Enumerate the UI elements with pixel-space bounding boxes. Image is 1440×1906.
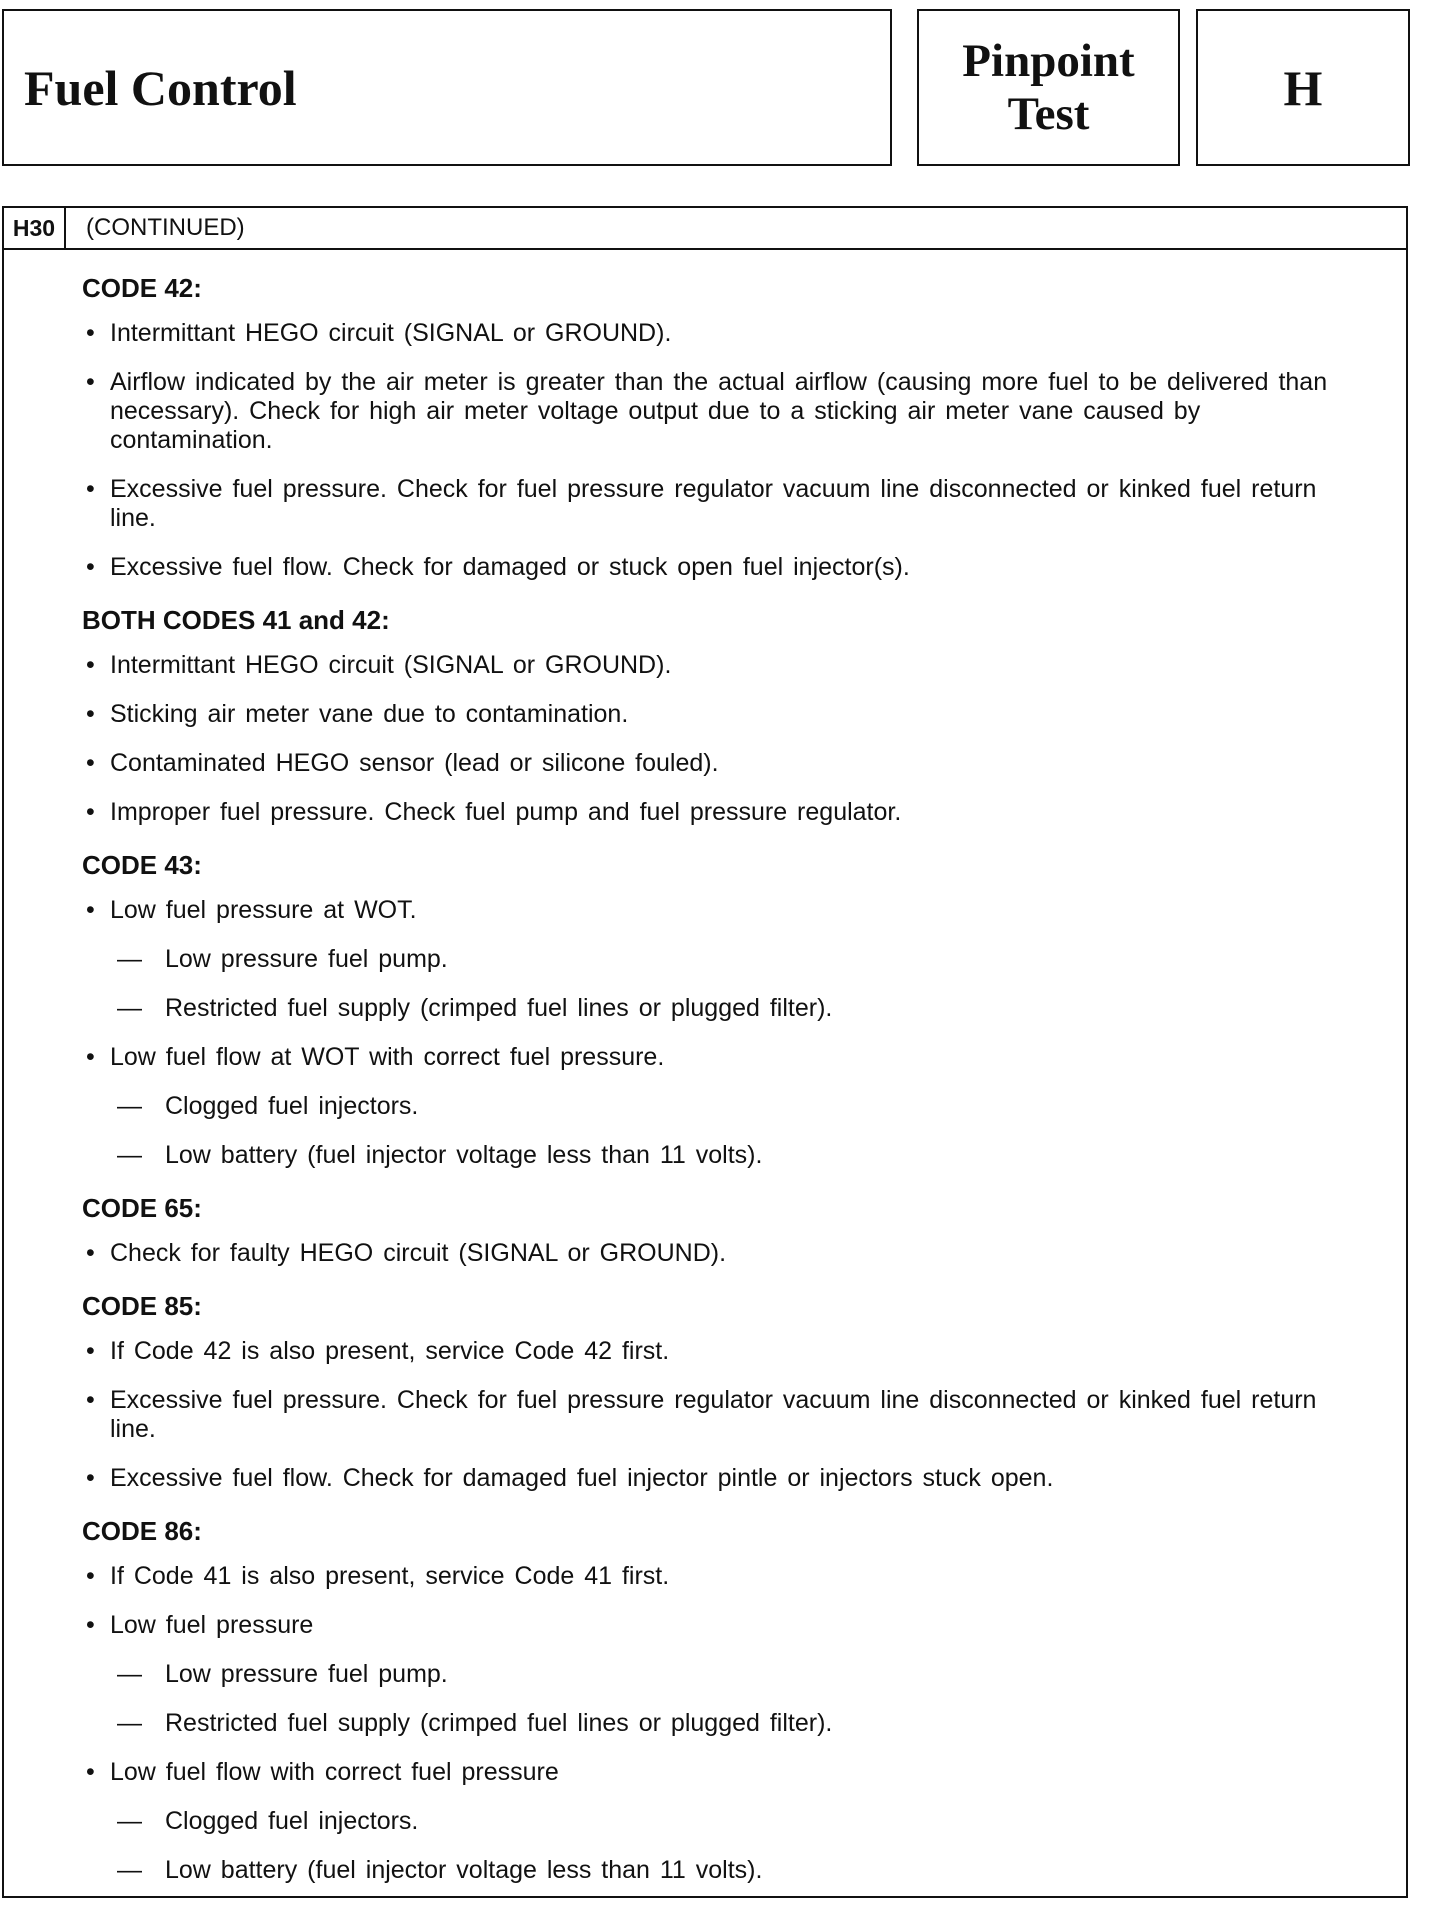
test-letter-box bbox=[1196, 9, 1410, 166]
title-box bbox=[2, 9, 892, 166]
list-item: • If Code 41 is also present, service Code 41 first. bbox=[110, 1562, 1346, 1591]
list-item: • Low fuel flow at WOT with correct fuel pressure. bbox=[110, 1043, 1346, 1072]
step-id: H30 bbox=[4, 208, 66, 248]
sub-list-item: — Low pressure fuel pump. bbox=[165, 1660, 1346, 1689]
sub-list-item: — Low battery (fuel injector voltage less than 11 volts). bbox=[165, 1141, 1346, 1170]
step-section bbox=[2, 206, 1408, 1898]
step-header bbox=[4, 208, 1406, 250]
code-65-heading: CODE 65: bbox=[82, 1193, 202, 1223]
test-letter: H bbox=[1283, 59, 1323, 116]
sub-list-item: — Low battery (fuel injector voltage less than 11 volts). bbox=[165, 1856, 1346, 1885]
list-item: • Intermittant HEGO circuit (SIGNAL or GROUND). bbox=[110, 319, 1346, 348]
list-item: • Excessive fuel pressure. Check for fuel pressure regulator vacuum line disconnected or kinked fuel return line. bbox=[110, 1386, 1346, 1444]
sub-list-item: — Restricted fuel supply (crimped fuel lines or plugged filter). bbox=[165, 994, 1346, 1023]
list-item: • Excessive fuel pressure. Check for fuel pressure regulator vacuum line disconnected or kinked fuel return line. bbox=[110, 475, 1346, 533]
sub-list-item: — Clogged fuel injectors. bbox=[165, 1092, 1346, 1121]
sub-list-item: — Low pressure fuel pump. bbox=[165, 945, 1346, 974]
test-type-line1: Pinpoint bbox=[962, 34, 1135, 87]
test-type-line2: Test bbox=[1007, 87, 1090, 140]
code-42-heading: CODE 42: bbox=[82, 273, 202, 303]
code-86-heading: CODE 86: bbox=[82, 1516, 202, 1546]
list-item: • Intermittant HEGO circuit (SIGNAL or GROUND). bbox=[110, 651, 1346, 680]
list-item: • If Code 42 is also present, service Code 42 first. bbox=[110, 1337, 1346, 1366]
list-item: • Check for faulty HEGO circuit (SIGNAL or GROUND). bbox=[110, 1239, 1346, 1268]
list-item: • Low fuel pressure bbox=[110, 1611, 1346, 1640]
list-item: • Low fuel pressure at WOT. bbox=[110, 896, 1346, 925]
section-title: Fuel Control bbox=[24, 59, 297, 116]
sub-list-item: — Restricted fuel supply (crimped fuel lines or plugged filter). bbox=[165, 1709, 1346, 1738]
list-item: • Contaminated HEGO sensor (lead or silicone fouled). bbox=[110, 749, 1346, 778]
list-item: • Excessive fuel flow. Check for damaged or stuck open fuel injector(s). bbox=[110, 553, 1346, 582]
code-43-heading: CODE 43: bbox=[82, 850, 202, 880]
code-85-heading: CODE 85: bbox=[82, 1291, 202, 1321]
step-content bbox=[4, 270, 1406, 1905]
list-item: • Low fuel flow with correct fuel pressure bbox=[110, 1758, 1346, 1787]
both-codes-41-42-heading: BOTH CODES 41 and 42: bbox=[82, 605, 390, 635]
sub-list-item: — Clogged fuel injectors. bbox=[165, 1807, 1346, 1836]
list-item: • Sticking air meter vane due to contamination. bbox=[110, 700, 1346, 729]
list-item: • Improper fuel pressure. Check fuel pump and fuel pressure regulator. bbox=[110, 798, 1346, 827]
list-item: • Airflow indicated by the air meter is greater than the actual airflow (causing more fuel to be delivered than necessary). Check for high air meter voltage output due to a sticking air meter vane caused by contamination. bbox=[110, 368, 1346, 455]
test-type-box bbox=[917, 9, 1180, 166]
step-status: (CONTINUED) bbox=[86, 214, 245, 241]
list-item: • Excessive fuel flow. Check for damaged fuel injector pintle or injectors stuck open. bbox=[110, 1464, 1346, 1493]
